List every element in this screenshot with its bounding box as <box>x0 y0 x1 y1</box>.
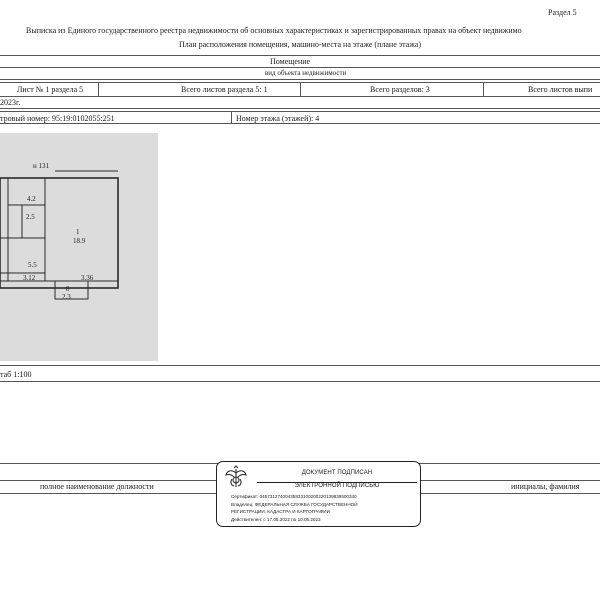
table-divider <box>300 82 301 96</box>
table-border <box>0 381 600 382</box>
floor-number: Номер этажа (этажей): 4 <box>236 114 320 123</box>
total-sheets-section: Всего листов раздела 5: 1 <box>181 85 268 94</box>
total-sheets-document: Всего листов выпи <box>528 85 593 94</box>
plan-label: н 131 <box>33 162 49 170</box>
name-label: инициалы, фамилия <box>511 482 580 491</box>
scale-label: таб 1:100 <box>0 370 32 379</box>
floor-plan-image <box>0 133 158 361</box>
stamp-validity: Действителен: с 17.05.2022 по 10.05.2023 <box>231 517 321 522</box>
table-border <box>0 55 600 56</box>
object-type: Помещение <box>270 57 311 66</box>
plan-label: 8 <box>66 285 70 293</box>
emblem-icon <box>223 465 249 491</box>
table-divider <box>483 82 484 96</box>
plan-label: 18.9 <box>73 237 86 245</box>
stamp-owner: Владелец: ФЕДЕРАЛЬНАЯ СЛУЖБА ГОСУДАРСТВЕННОЙ <box>231 502 358 507</box>
section-label: Раздел 5 <box>548 8 577 17</box>
plan-label: 1 <box>76 228 80 236</box>
date-field: 2023г. <box>0 98 21 107</box>
document-subtitle: План расположения помещения, машино-места на этаже (плане этажа) <box>179 40 422 49</box>
plan-label: 3.12 <box>23 274 36 282</box>
plan-label: 3.36 <box>81 274 94 282</box>
sheet-number: Лист № 1 раздела 5 <box>17 85 84 94</box>
object-type-caption: вид объекта недвижимости <box>265 69 347 77</box>
plan-label: 4.2 <box>27 195 36 203</box>
stamp-header: ДОКУМЕНТ ПОДПИСАН <box>301 470 373 476</box>
table-border <box>0 111 600 112</box>
table-border <box>0 365 600 366</box>
table-border <box>0 123 600 124</box>
signature-stamp <box>216 461 421 527</box>
plan-label: 2.3 <box>62 293 71 301</box>
stamp-owner-cont: РЕГИСТРАЦИИ, КАДАСТРА И КАРТОГРАФИИ <box>231 509 330 514</box>
stamp-subheader: ЭЛЕКТРОННОЙ ПОДПИСЬЮ <box>294 483 380 489</box>
table-border <box>0 108 600 109</box>
position-label: полное наименование должности <box>40 482 154 491</box>
cadastral-number: тровый номер: 95:19:0102055:251 <box>0 114 115 123</box>
table-divider <box>231 111 232 123</box>
plan-label: 2.5 <box>26 213 35 221</box>
plan-label: 5.5 <box>28 261 37 269</box>
table-border <box>0 79 600 80</box>
stamp-certificate: Сертификат: 04573127400435833100200220139839500340 <box>231 494 357 499</box>
document-title: Выписка из Единого государственного реестра недвижимости об основных характеристиках и зарегистрированных правах на объект недвижимо <box>26 26 522 35</box>
total-sections: Всего разделов: 3 <box>370 85 430 94</box>
table-border <box>0 67 600 68</box>
table-divider <box>98 82 99 96</box>
table-border <box>0 96 600 97</box>
